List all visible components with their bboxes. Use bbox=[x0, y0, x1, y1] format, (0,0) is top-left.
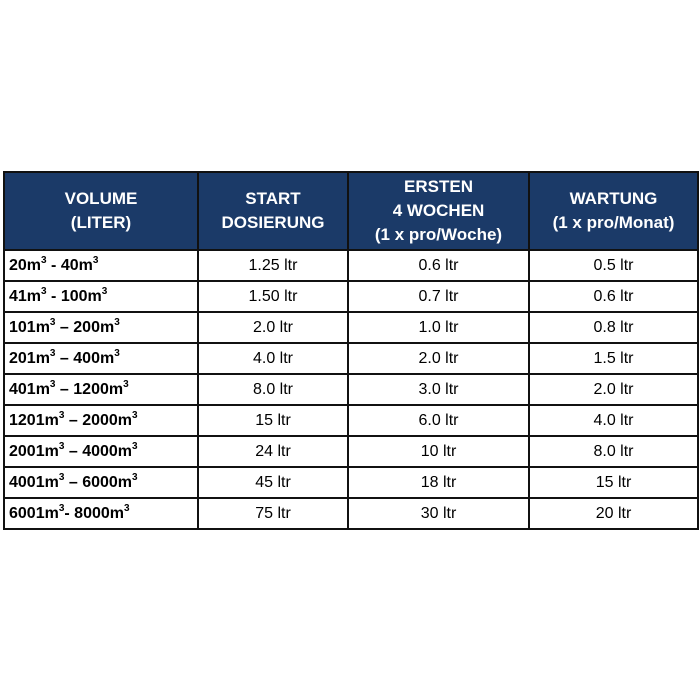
volume-cell bbox=[4, 498, 198, 529]
header-line: (LITER) bbox=[70, 213, 132, 232]
table-row bbox=[4, 343, 698, 374]
first-4-weeks-cell: 2.0 ltr bbox=[348, 343, 529, 374]
maintenance-cell: 0.6 ltr bbox=[529, 281, 698, 312]
maintenance-cell: 0.8 ltr bbox=[529, 312, 698, 343]
dosage-table bbox=[3, 171, 699, 530]
first-4-weeks-cell: 0.6 ltr bbox=[348, 250, 529, 281]
volume-separator: – bbox=[55, 318, 74, 336]
volume-separator: - bbox=[46, 256, 61, 274]
first-4-weeks-cell: 3.0 ltr bbox=[348, 374, 529, 405]
start-dosage-cell: 75 ltr bbox=[198, 498, 348, 529]
header-volume bbox=[4, 172, 198, 250]
volume-from: 401m bbox=[9, 380, 50, 398]
start-dosage-cell: 2.0 ltr bbox=[198, 312, 348, 343]
cubic-exponent: 3 bbox=[49, 378, 56, 390]
volume-from: 1201m bbox=[9, 411, 59, 429]
volume-to: 8000m bbox=[74, 504, 124, 522]
cubic-exponent: 3 bbox=[114, 347, 120, 359]
volume-to: 6000m bbox=[82, 473, 133, 491]
volume-separator: - bbox=[64, 504, 75, 522]
volume-from: 41m bbox=[9, 287, 42, 305]
header-start-dosage bbox=[198, 172, 348, 250]
volume-cell bbox=[4, 312, 198, 343]
start-dosage-cell: 24 ltr bbox=[198, 436, 348, 467]
header-line: 4 WOCHEN bbox=[392, 201, 485, 220]
start-dosage-cell: 45 ltr bbox=[198, 467, 348, 498]
table-row bbox=[4, 467, 698, 498]
volume-separator: – bbox=[55, 349, 74, 367]
table-row bbox=[4, 250, 698, 281]
volume-cell bbox=[4, 374, 198, 405]
maintenance-cell: 1.5 ltr bbox=[529, 343, 698, 374]
volume-from: 2001m bbox=[9, 442, 59, 460]
header-line: ERSTEN bbox=[404, 177, 473, 196]
volume-separator: – bbox=[64, 411, 83, 429]
cubic-exponent: 3 bbox=[58, 409, 65, 421]
maintenance-cell: 20 ltr bbox=[529, 498, 698, 529]
header-line: DOSIERUNG bbox=[221, 213, 325, 232]
cubic-exponent: 3 bbox=[58, 471, 65, 483]
cubic-exponent: 3 bbox=[123, 378, 129, 390]
maintenance-cell: 4.0 ltr bbox=[529, 405, 698, 436]
first-4-weeks-cell: 30 ltr bbox=[348, 498, 529, 529]
volume-from: 201m bbox=[9, 349, 50, 367]
table-body bbox=[4, 250, 698, 529]
cubic-exponent: 3 bbox=[124, 502, 130, 514]
cubic-exponent: 3 bbox=[92, 254, 99, 266]
volume-cell bbox=[4, 250, 198, 281]
start-dosage-cell: 15 ltr bbox=[198, 405, 348, 436]
first-4-weeks-cell: 10 ltr bbox=[348, 436, 529, 467]
cubic-exponent: 3 bbox=[132, 471, 138, 483]
header-first-4-weeks bbox=[348, 172, 529, 250]
volume-from: 20m bbox=[9, 256, 42, 274]
volume-separator: - bbox=[46, 287, 61, 305]
volume-from: 101m bbox=[9, 318, 50, 336]
volume-separator: – bbox=[55, 380, 74, 398]
volume-separator: – bbox=[64, 473, 83, 491]
maintenance-cell: 8.0 ltr bbox=[529, 436, 698, 467]
maintenance-cell: 0.5 ltr bbox=[529, 250, 698, 281]
volume-to: 2000m bbox=[82, 411, 133, 429]
volume-cell bbox=[4, 281, 198, 312]
table-row bbox=[4, 281, 698, 312]
table-row bbox=[4, 405, 698, 436]
volume-cell bbox=[4, 436, 198, 467]
start-dosage-cell: 1.25 ltr bbox=[198, 250, 348, 281]
header-line: (1 x pro/Woche) bbox=[374, 225, 503, 244]
cubic-exponent: 3 bbox=[114, 316, 120, 328]
cubic-exponent: 3 bbox=[41, 285, 47, 297]
header-line: WARTUNG bbox=[569, 189, 658, 208]
start-dosage-cell: 8.0 ltr bbox=[198, 374, 348, 405]
volume-cell bbox=[4, 343, 198, 374]
maintenance-cell: 15 ltr bbox=[529, 467, 698, 498]
cubic-exponent: 3 bbox=[49, 347, 56, 359]
volume-to: 40m bbox=[60, 256, 93, 274]
maintenance-cell: 2.0 ltr bbox=[529, 374, 698, 405]
volume-cell bbox=[4, 405, 198, 436]
header-line: START bbox=[245, 189, 301, 208]
start-dosage-cell: 1.50 ltr bbox=[198, 281, 348, 312]
volume-to: 400m bbox=[73, 349, 115, 367]
first-4-weeks-cell: 6.0 ltr bbox=[348, 405, 529, 436]
cubic-exponent: 3 bbox=[41, 254, 47, 266]
volume-from: 6001m bbox=[9, 504, 59, 522]
header-line: (1 x pro/Monat) bbox=[552, 213, 675, 232]
first-4-weeks-cell: 1.0 ltr bbox=[348, 312, 529, 343]
first-4-weeks-cell: 18 ltr bbox=[348, 467, 529, 498]
table-row bbox=[4, 498, 698, 529]
start-dosage-cell: 4.0 ltr bbox=[198, 343, 348, 374]
volume-to: 100m bbox=[60, 287, 102, 305]
table-row bbox=[4, 374, 698, 405]
cubic-exponent: 3 bbox=[132, 409, 138, 421]
volume-from: 4001m bbox=[9, 473, 59, 491]
cubic-exponent: 3 bbox=[132, 440, 138, 452]
cubic-exponent: 3 bbox=[58, 502, 65, 514]
cubic-exponent: 3 bbox=[58, 440, 65, 452]
volume-to: 200m bbox=[73, 318, 115, 336]
header-line: VOLUME bbox=[64, 189, 138, 208]
volume-separator: – bbox=[64, 442, 83, 460]
volume-to: 4000m bbox=[82, 442, 133, 460]
header-maintenance bbox=[529, 172, 698, 250]
cubic-exponent: 3 bbox=[101, 285, 108, 297]
table-row bbox=[4, 436, 698, 467]
volume-cell bbox=[4, 467, 198, 498]
first-4-weeks-cell: 0.7 ltr bbox=[348, 281, 529, 312]
table-row bbox=[4, 312, 698, 343]
header-row bbox=[4, 172, 698, 250]
cubic-exponent: 3 bbox=[49, 316, 56, 328]
volume-to: 1200m bbox=[73, 380, 124, 398]
